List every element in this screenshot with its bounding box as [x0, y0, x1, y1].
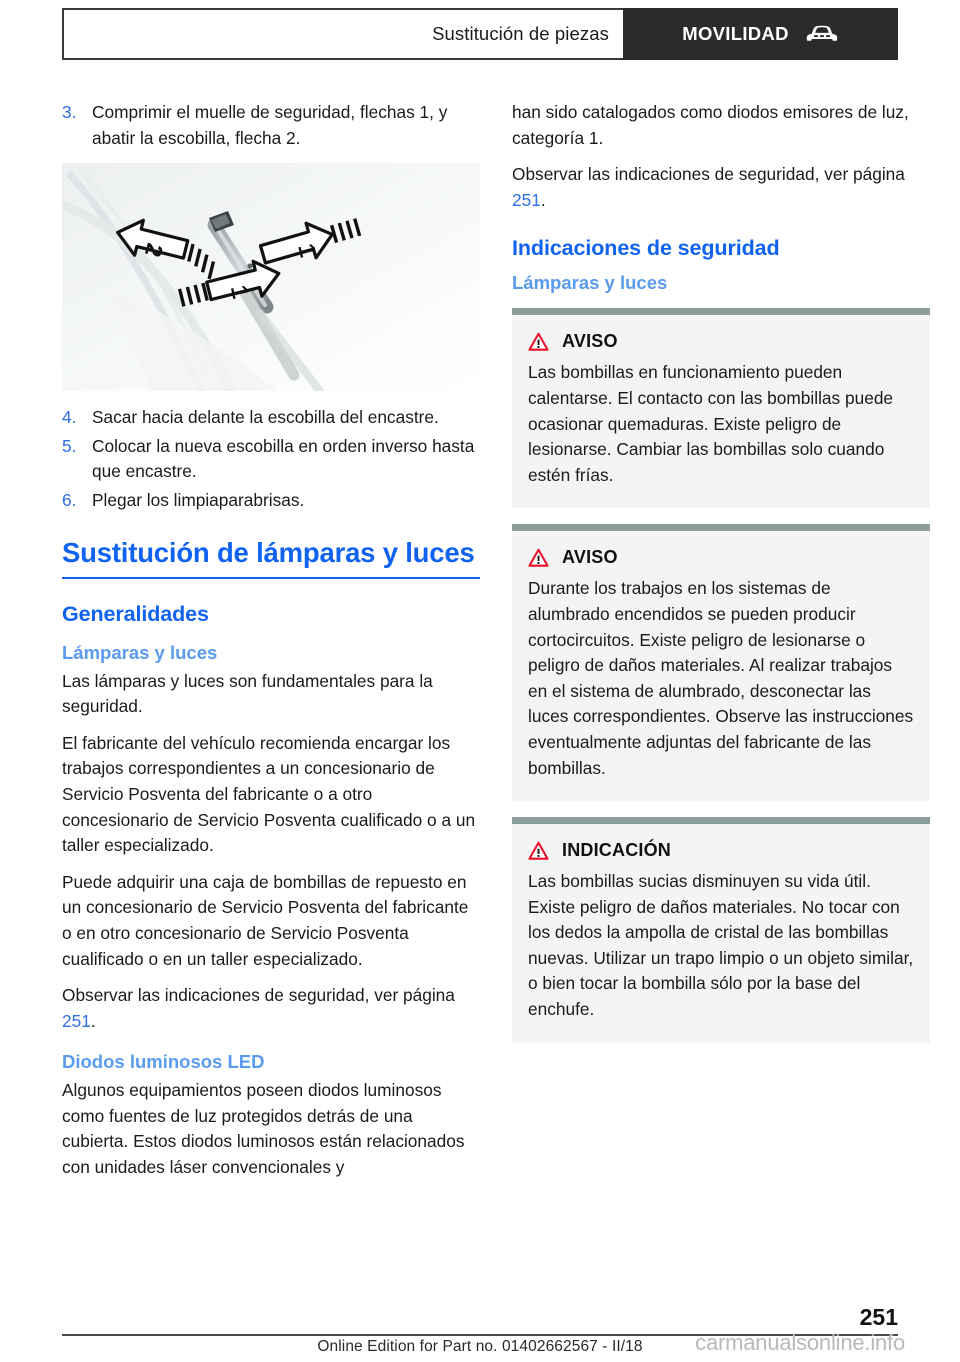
paragraph: Algunos equipamientos poseen diodos luminosos como fuentes de luz protegidos detrás de una cubierta. Estos diodos luminosos están relacionados con unidades láser convencionales y — [62, 1080, 465, 1178]
page-number: 251 — [859, 1304, 898, 1330]
paragraph-text: Observar las indicaciones de seguridad, ver página — [62, 985, 455, 1006]
paragraph-continuation: han sido catalogados como diodos emisores de luz, categoría 1. — [512, 102, 909, 148]
list-item-number: 4. — [62, 407, 77, 428]
list-item — [62, 434, 480, 485]
header-chapter-box — [623, 8, 898, 60]
paragraph-page-reference — [512, 162, 930, 213]
notice-body: Las bombillas sucias disminuyen su vida útil. Existe peligro de daños materiales. No tocar con los dedos la ampolla de cristal de las bombillas nuevas. Utilizar un trapo limpio o un objeto similar, o bien tocar la bombilla sólo por la base del enchufe. — [528, 871, 914, 1020]
list-item — [62, 488, 480, 514]
list-item-number: 6. — [62, 489, 77, 510]
warning-triangle-icon — [528, 841, 549, 860]
notice-box-aviso-2 — [512, 524, 930, 801]
notice-body: Durante los trabajos en los sistemas de alumbrado encendidos se pueden producir cortocircuitos. Existe peligro de lesionarse o peligro de daños materiales. Al realizar trabajos en el sistema de alumbrado, desconectar las luces correspondientes. Observe las instrucciones eventualmente adjuntas del fabricante de las bombillas. — [528, 578, 914, 778]
header-chapter-title: MOVILIDAD — [682, 23, 789, 44]
svg-text:1: 1 — [293, 241, 322, 260]
right-column — [512, 100, 930, 1059]
list-item-text: Plegar los limpiaparabrisas. — [92, 489, 305, 510]
notice-title: INDICACIÓN — [562, 840, 671, 861]
notice-title: AVISO — [562, 547, 618, 568]
car-front-icon — [805, 23, 839, 45]
paragraph: El fabricante del vehículo recomienda encargar los trabajos correspondientes a un concesionario de Servicio Posventa del fabricante o a otro concesionario de Servicio Posventa cualificado o a un taller especializado. — [62, 732, 476, 856]
list-item — [62, 100, 480, 151]
steps-list-bottom — [62, 405, 480, 513]
header-section-title: Sustitución de piezas — [432, 23, 609, 44]
wiper-blade-release-illustration — [62, 163, 480, 391]
paragraph-text: Observar las indicaciones de seguridad, ver página — [512, 164, 905, 185]
section-heading-indicaciones-de-seguridad: Indicaciones de seguridad — [512, 236, 780, 261]
notice-title: AVISO — [562, 331, 618, 352]
paragraph-text-suffix: . — [90, 1010, 96, 1031]
warning-triangle-icon — [528, 332, 549, 351]
paragraph-text-suffix: . — [540, 189, 546, 210]
watermark: carmanualsonline.info — [695, 1330, 905, 1355]
notice-box-aviso-1 — [512, 308, 930, 508]
notice-box-indicacion — [512, 817, 930, 1043]
notice-header — [528, 331, 914, 352]
steps-list-top — [62, 100, 480, 151]
svg-text:1: 1 — [225, 283, 254, 301]
list-item-number: 5. — [62, 435, 77, 456]
page-title: Sustitución de lámparas y luces — [62, 536, 480, 579]
list-item-text: Comprimir el muelle de seguridad, flechas 1, y abatir la escobilla, flecha 2. — [92, 102, 448, 148]
list-item — [62, 405, 480, 431]
list-item-text: Sacar hacia delante la escobilla del encastre. — [92, 407, 439, 428]
subsection-heading-diodos-led: Diodos luminosos LED — [62, 1051, 265, 1073]
header-section-box — [62, 8, 623, 60]
page-reference-link[interactable]: 251 — [62, 1010, 91, 1031]
page-header — [62, 8, 898, 60]
paragraph: Puede adquirir una caja de bombillas de repuesto en un concesionario de Servicio Posventa del fabricante o en otro concesionario de Servicio Posventa cualificado o en un taller especializado. — [62, 871, 469, 969]
subsection-heading-lamparas-y-luces: Lámparas y luces — [62, 641, 218, 663]
list-item-text: Colocar la nueva escobilla en orden inverso hasta que encastre. — [92, 435, 475, 482]
svg-text:2: 2 — [139, 240, 169, 261]
warning-triangle-icon — [528, 548, 549, 567]
left-column — [62, 100, 480, 1181]
subsection-heading-lamparas-y-luces: Lámparas y luces — [512, 272, 668, 294]
notice-header — [528, 547, 914, 568]
paragraph: Las lámparas y luces son fundamentales para la seguridad. — [62, 670, 433, 717]
list-item-number: 3. — [62, 102, 77, 122]
notice-header — [528, 840, 914, 861]
paragraph-page-reference — [62, 983, 480, 1034]
notice-body: Las bombillas en funcionamiento pueden calentarse. El contacto con las bombillas puede ocasionar quemaduras. Existe peligro de lesionarse. Cambiar las bombillas solo cuando estén frías. — [528, 362, 894, 485]
section-heading-generalidades: Generalidades — [62, 601, 209, 626]
footer-edition-line: Online Edition for Part no. 01402662567 - II/18 — [317, 1338, 643, 1355]
page-reference-link[interactable]: 251 — [512, 189, 541, 210]
